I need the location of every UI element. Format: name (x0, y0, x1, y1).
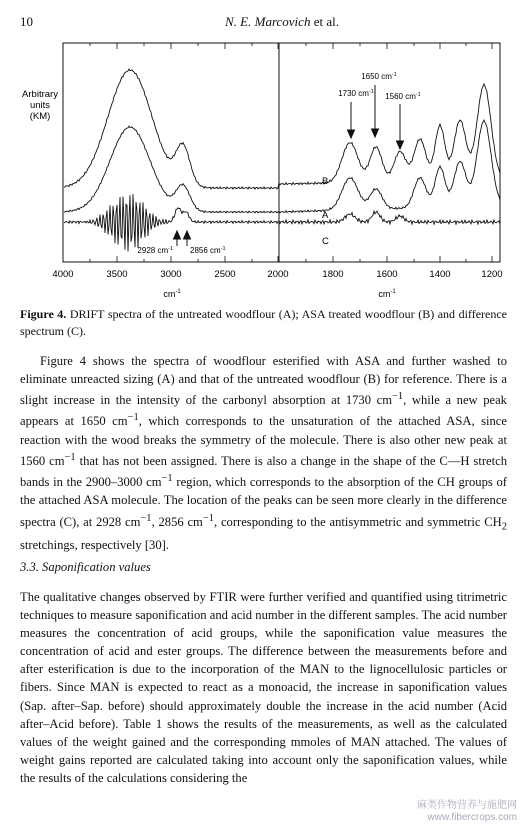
curve-label-c: C (322, 236, 329, 247)
annotation-1650: 1650 $cm^{-1}$ (361, 72, 397, 81)
spectrum-b-line (64, 69, 500, 189)
tick-label-2500: 2500 (214, 269, 236, 280)
caption-label: Figure 4. (20, 307, 67, 321)
tick-label-1600: 1600 (376, 269, 398, 280)
paragraph-saponification: The qualitative changes observed by FTIR were further verified and quantified using titrimetric techniques to measure saponification and acid number in the different samples. The acid number measures the concentration of acid groups, while the saponification value measures the concentration of acid and ester groups. The difference between the measurements before and after esterification is due to the incorporation of the MAN to the lignocellulosic particles or fibers. Since MAN is expected to react as a monoacid, the increase in saponification values (Sap. after–Sap. before) should approximately double the increase in the acid number (Acid after–Acid before). Table 1 shows the results of the measurements, as well as the calculated values of the weight gained and the corresponding mmoles of MAN attached. The values of weight gains reported are calculated taking into account only the saponification values, while the results of the calculations considering the (20, 590, 507, 785)
curve-label-b: B (322, 176, 329, 187)
authors: N. E. Marcovich (225, 14, 311, 29)
watermark-line1: 麻类作物营养与施肥网 (417, 800, 517, 811)
annotation-2928: 2928 $cm^{-1}$ (137, 246, 173, 255)
tick-label-2000: 2000 (267, 269, 289, 280)
tick-label-4000: 4000 (52, 269, 74, 280)
paragraph-ftir: Figure 4 shows the spectra of woodflour esterified with ASA and further washed to eliminate unreacted sizing (A) and that of the untreated woodflour (B) for reference. There is a slight increase in the intensity of the carbonyl absorption at 1730 $cm^{-1}$, while a new peak appears at 1650 $cm^{-1}$, which corresponds to the unsaturation of the attached ASA, since reaction with the wood breaks the symmetry of the molecule. There is also other new peak at 1560 $cm^{-1}$ that has not been assigned. There is also a change in the shape of the C—H stretch bands in the 2900–3000 $cm^{-1}$ region, which corresponds to the absorption of the CH groups of the attached ASA molecule. The location of the peaks can be seen more clearly in the difference spectra (C), at 2928 $cm^{-1}$, 2856 $cm^{-1}$, corresponding to the antisymmetric and symmetric $CH_2$ stretchings, respectively [30]. (20, 354, 508, 553)
caption-text: DRIFT spectra of the untreated woodflour (A); ASA treated woodflour (B) and difference spectrum (C). (20, 307, 507, 338)
annotation-1560: 1560 $cm^{-1}$ (385, 92, 421, 101)
drift-spectra-figure (0, 38, 527, 300)
tick-labels (52, 269, 502, 280)
watermark (417, 800, 517, 824)
tick-label-3500: 3500 (106, 269, 128, 280)
x-unit-left: $cm^{-1}$ (163, 289, 181, 299)
et-al: et al. (310, 14, 339, 29)
tick-label-1400: 1400 (429, 269, 451, 280)
y-label-line3: (KM) (29, 111, 51, 122)
annotation-arrows-left (174, 231, 191, 246)
x-unit-right: $cm^{-1}$ (378, 289, 396, 299)
tick-label-1800: 1800 (322, 269, 344, 280)
figure-caption (20, 306, 507, 340)
spectrum-c-line (64, 194, 500, 251)
annotation-2856: 2856 $cm^{-1}$ (190, 246, 226, 255)
y-label-line1: Arbitrary (22, 89, 58, 100)
annotation-1730: 1730 $cm^{-1}$ (338, 89, 374, 98)
curve-label-a: A (322, 210, 329, 221)
running-authors (225, 14, 339, 30)
running-header (20, 14, 507, 30)
page-number: 10 (20, 14, 33, 29)
watermark-line2: www.fibercrops.com (427, 812, 517, 823)
tick-label-1200: 1200 (481, 269, 503, 280)
y-label-line2: units (29, 100, 51, 111)
section-title: 3.3. Saponification values (20, 560, 151, 574)
tick-label-3000: 3000 (160, 269, 182, 280)
